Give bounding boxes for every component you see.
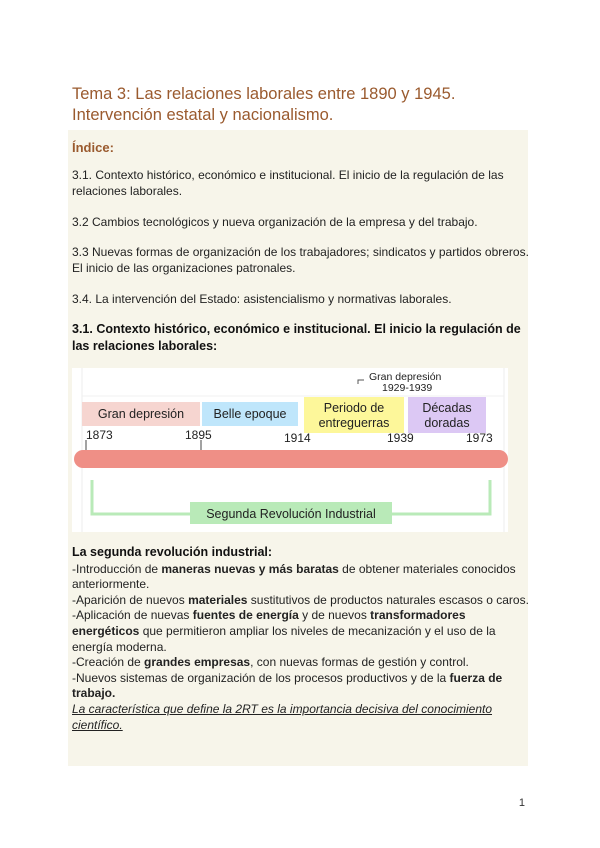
bullet-3-c: y de nuevos (298, 608, 371, 623)
index-item-3-1: 3.1. Contexto histórico, económico e institucional. El inicio de la regulación de las relaciones laborales. (72, 168, 504, 198)
period-label-entreguerras-2: entreguerras (318, 416, 390, 430)
title-line-2: Intervención estatal y nacionalismo. (72, 106, 334, 124)
revolution-label: Segunda Revolución Industrial (206, 507, 376, 521)
bullet-1 (72, 562, 532, 593)
timeline-bar (74, 450, 508, 468)
bullet-1-c: de obtener materiales conocidos anteriormente. (72, 561, 516, 592)
section-heading: 3.1. Contexto histórico, económico e institucional. El inicio la regulación de las relaciones laborales: (72, 322, 521, 353)
period-label-gran-depresion: Gran depresión (97, 407, 185, 421)
bullet-2-b: materiales (188, 592, 248, 607)
period-label-decadas-1: Décadas (422, 401, 472, 415)
closing-statement: La característica que define la 2RT es la importancia decisiva del conocimiento científico. (72, 701, 492, 732)
year-label-1914: 1914 (284, 431, 311, 445)
bullet-5-b: fuerza de trabajo. (72, 670, 503, 701)
title-line-1: Tema 3: Las relaciones laborales entre 1890 y 1945. (72, 85, 456, 103)
page-number: 1 (518, 797, 525, 809)
year-label-1973: 1973 (466, 431, 493, 445)
timeline-svg (72, 368, 508, 532)
period-label-belle-epoque: Belle epoque (213, 407, 287, 421)
annotation-bracket (358, 380, 364, 384)
period-label-decadas-2: doradas (424, 416, 470, 430)
bullet-5 (72, 671, 532, 702)
index-item-3-3: 3.3 Nuevas formas de organización de los trabajadores; sindicatos y partidos obreros. El inicio de las organizaciones patronales. (72, 245, 529, 275)
bullet-4 (72, 655, 532, 671)
index-item-3-2: 3.2 Cambios tecnológicos y nueva organización de la empresa y del trabajo. (72, 215, 478, 229)
bullet-1-b: maneras nuevas y más baratas (161, 561, 339, 576)
bullet-3 (72, 608, 532, 655)
bullet-2-c: sustitutivos de productos naturales escasos o caros. (247, 592, 529, 607)
period-label-entreguerras-1: Periodo de (323, 401, 385, 415)
annotation-years: 1929-1939 (382, 382, 433, 394)
bullet-3-e: que permitieron ampliar los niveles de mecanización y el uso de la energía moderna. (72, 623, 496, 654)
bullet-4-a: -Creación de (72, 655, 145, 670)
index-label: Índice: (72, 140, 114, 155)
bullet-3-d: transformadores energéticos (72, 608, 466, 638)
bullet-5-a: -Nuevos sistemas de organización de los procesos productivos y de la (72, 670, 450, 685)
annotation-label: Gran depresión (369, 371, 442, 383)
bullet-3-b: fuentes de energía (192, 608, 299, 623)
bullet-3-a: -Aplicación de nuevas (72, 608, 193, 623)
bullet-4-b: grandes empresas (144, 655, 251, 670)
bullet-2 (72, 593, 532, 609)
bullet-1-a: -Introducción de (72, 561, 162, 576)
timeline-figure (72, 368, 508, 532)
year-label-1895: 1895 (185, 428, 212, 442)
body-text (72, 545, 532, 733)
page-title (72, 84, 542, 126)
year-label-1873: 1873 (86, 428, 113, 442)
bullet-4-c: , con nuevas formas de gestión y control. (250, 655, 469, 670)
body-heading: La segunda revolución industrial: (72, 545, 273, 559)
bullet-2-a: -Aparición de nuevos (72, 592, 189, 607)
index-item-3-4: 3.4. La intervención del Estado: asistencialismo y normativas laborales. (72, 292, 452, 306)
year-label-1939: 1939 (387, 431, 414, 445)
